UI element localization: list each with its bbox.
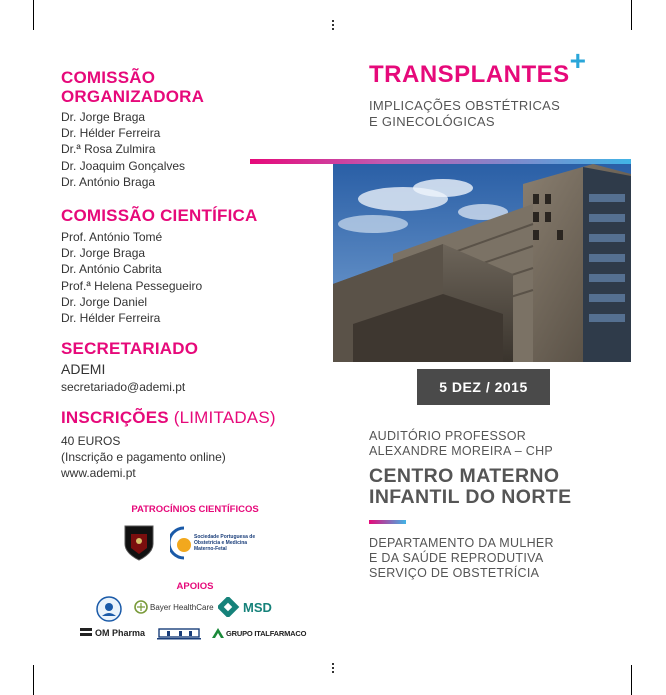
centro-line2: INFANTIL DO NORTE [369,486,572,508]
dept-gradient-bar [369,520,406,524]
event-title-text: TRANSPLANTES [369,61,570,88]
ompharma-text: OM Pharma [95,628,146,638]
registration-title-rest: (LIMITADAS) [173,408,276,427]
member: Dr. Hélder Ferreira [61,126,161,141]
registration-note: (Inscrição e pagamento online) [61,450,226,465]
venue-line1: AUDITÓRIO PROFESSOR [369,429,527,443]
member: Prof.ª Helena Pessegueiro [61,278,203,293]
secretariat-title: SECRETARIADO [61,339,199,358]
dept-line1: DEPARTAMENTO DA MULHER [369,536,554,550]
italfarmaco-text: GRUPO ITALFARMACO [226,628,307,638]
centro-line1: CENTRO MATERNO [369,465,560,487]
organizing-committee [61,68,204,190]
ademi-logo [96,596,122,627]
member: Prof. António Tomé [61,230,163,244]
secretariat-name: ADEMI [61,361,106,377]
member: Dr. Jorge Braga [61,110,146,124]
ompharma-logo [80,628,145,638]
event-subtitle [369,98,560,130]
member: Dr. Jorge Daniel [61,294,148,309]
organizing-members [61,109,204,190]
registration-title-bold: INSCRIÇÕES [61,408,169,427]
crop-mark-left [33,0,34,30]
secretariat [61,339,198,395]
registration-url: www.ademi.pt [61,466,136,481]
registration-title [61,408,276,427]
bial-logo [157,627,201,645]
scientific-title: COMISSÃO CIENTÍFICA [61,206,258,225]
venue-line2: ALEXANDRE MOREIRA – CHP [369,444,554,458]
centro-name [369,466,572,508]
organizing-title-line1: COMISSÃO [61,68,156,87]
scientific-members [61,229,257,326]
member: Dr. Jorge Braga [61,246,146,261]
member: Dr. Joaquim Gonçalves [61,158,186,173]
registration-price: 40 EUROS [61,434,121,448]
dept-line2: E DA SAÚDE REPRODUTIVA [369,551,544,565]
subtitle-line1: IMPLICAÇÕES OBSTÉTRICAS [369,98,561,113]
plus-icon: + [569,45,587,76]
secretariat-email: secretariado@ademi.pt [61,380,186,394]
spog-text: Sociedade Portuguesa de Obstetrícia e Medicina Materno-Fetal [194,534,256,552]
member: Dr. António Braga [61,174,156,189]
bayer-logo [134,600,214,614]
msd-logo [218,597,272,617]
spog-logo [170,526,260,560]
venue [369,429,553,459]
crest-logo [123,524,155,567]
scientific-sponsors-title: PATROCÍNIOS CIENTÍFICOS [131,504,259,515]
department [369,536,554,581]
msd-text: MSD [243,599,272,615]
subtitle-line2: E GINECOLÓGICAS [369,114,495,129]
support-title: APOIOS [176,581,214,592]
dept-line3: SERVIÇO DE OBSTETRÍCIA [369,566,540,580]
registration-details [61,433,276,482]
member: Dr.ª Rosa Zulmira [61,142,156,157]
hospital-building-photo [333,164,631,362]
member: Dr. Hélder Ferreira [61,311,161,326]
member: Dr. António Cabrita [61,262,162,277]
crop-mark-right [631,0,632,30]
organizing-title-line2: ORGANIZADORA [61,87,205,106]
bayer-text: Bayer HealthCare [150,602,214,612]
scientific-committee [61,206,257,326]
event-date-badge: 5 DEZ / 2015 [417,369,550,405]
crop-mark-right-bottom [631,665,632,695]
crop-mark-left-bottom [33,665,34,695]
event-title [369,45,587,89]
italfarmaco-logo [211,627,306,639]
registration [61,408,276,482]
